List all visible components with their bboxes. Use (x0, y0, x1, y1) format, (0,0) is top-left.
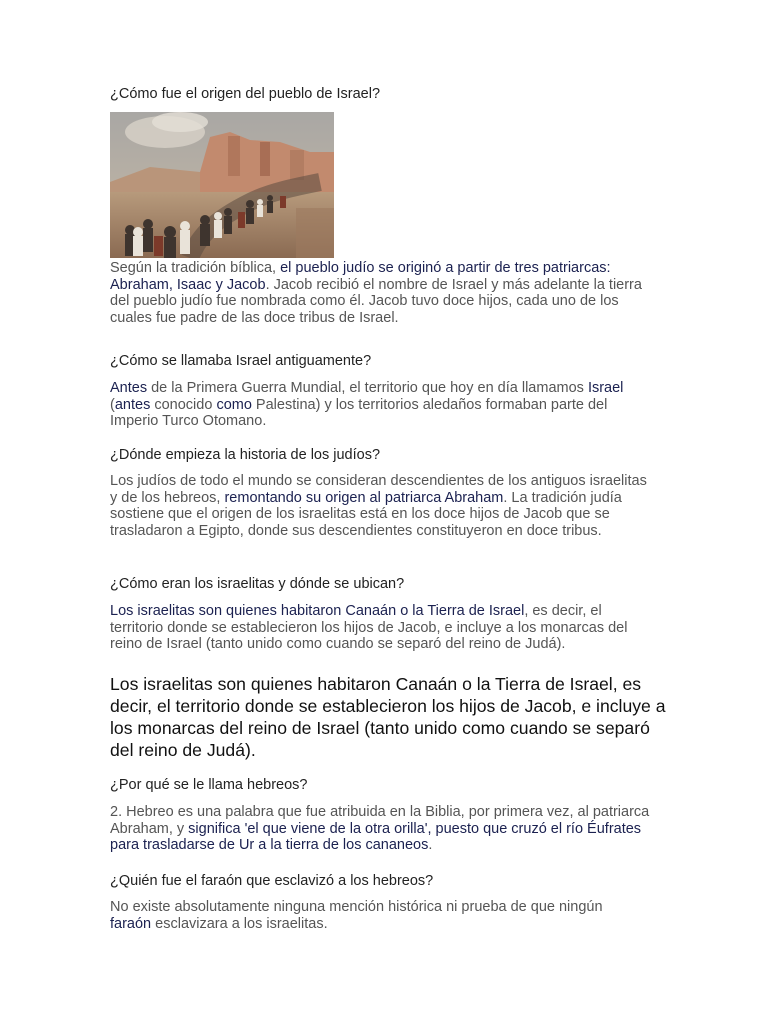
hebrews-paragraph: 2. Hebreo es una palabra que fue atribuida en la Biblia, por primera vez, al patriarca Abraham, y significa 'el que viene de la otra orilla', puesto que cruzó el río Éufrates para trasladarse de Ur a la tierra de los cananeos. (110, 804, 650, 854)
question-pharaoh: ¿Quién fue el faraón que esclavizó a los hebreos? (110, 873, 434, 889)
question-origin: ¿Cómo fue el origen del pueblo de Israel? (110, 86, 381, 102)
exodus-painting (110, 112, 334, 258)
question-israelites: ¿Cómo eran los israelitas y dónde se ubican? (110, 576, 405, 592)
question-hebrews: ¿Por qué se le llama hebreos? (110, 777, 308, 793)
origin-paragraph: Según la tradición bíblica, el pueblo judío se originó a partir de tres patriarcas: Abraham, Isaac y Jacob. Jacob recibió el nombre de Israel y más adelante la tierra del pueblo judío fue nombrada como él. Jacob tuvo doce hijos, cada uno de los cuales fue padre de las doce tribus de Israel. (110, 260, 642, 326)
israelites-paragraph: Los israelitas son quienes habitaron Canaán o la Tierra de Israel, es decir, el territorio donde se establecieron los hijos de Jacob, e incluye a los monarcas del reino de Israel (tanto unido como cuando se separó del reino de Judá). (110, 603, 628, 653)
question-jewish-history: ¿Dónde empieza la historia de los judíos? (110, 447, 381, 463)
israelites-highlight: Los israelitas son quienes habitaron Canaán o la Tierra de Israel, es decir, el territorio donde se establecieron los hijos de Jacob, e incluye a los monarcas del reino de Israel (tanto unido como cuando se separó del reino de Judá). (110, 674, 666, 760)
ancient-name-paragraph: Antes de la Primera Guerra Mundial, el territorio que hoy en día llamamos Israel (antes conocido como Palestina) y los territorios aledaños formaban parte del Imperio Turco Otomano. (110, 380, 624, 430)
question-ancient-name: ¿Cómo se llamaba Israel antiguamente? (110, 353, 372, 369)
jewish-history-paragraph: Los judíos de todo el mundo se consideran descendientes de los antiguos israelitas y de los hebreos, remontando su origen al patriarca Abraham. La tradición judía sostiene que el origen de los israelitas está en los doce hijos de Jacob que se trasladaron a Egipto, donde sus descendientes constituyeron en doce tribus. (110, 473, 647, 539)
pharaoh-paragraph: No existe absolutamente ninguna mención histórica ni prueba de que ningún faraón esclavizara a los israelitas. (110, 899, 603, 932)
